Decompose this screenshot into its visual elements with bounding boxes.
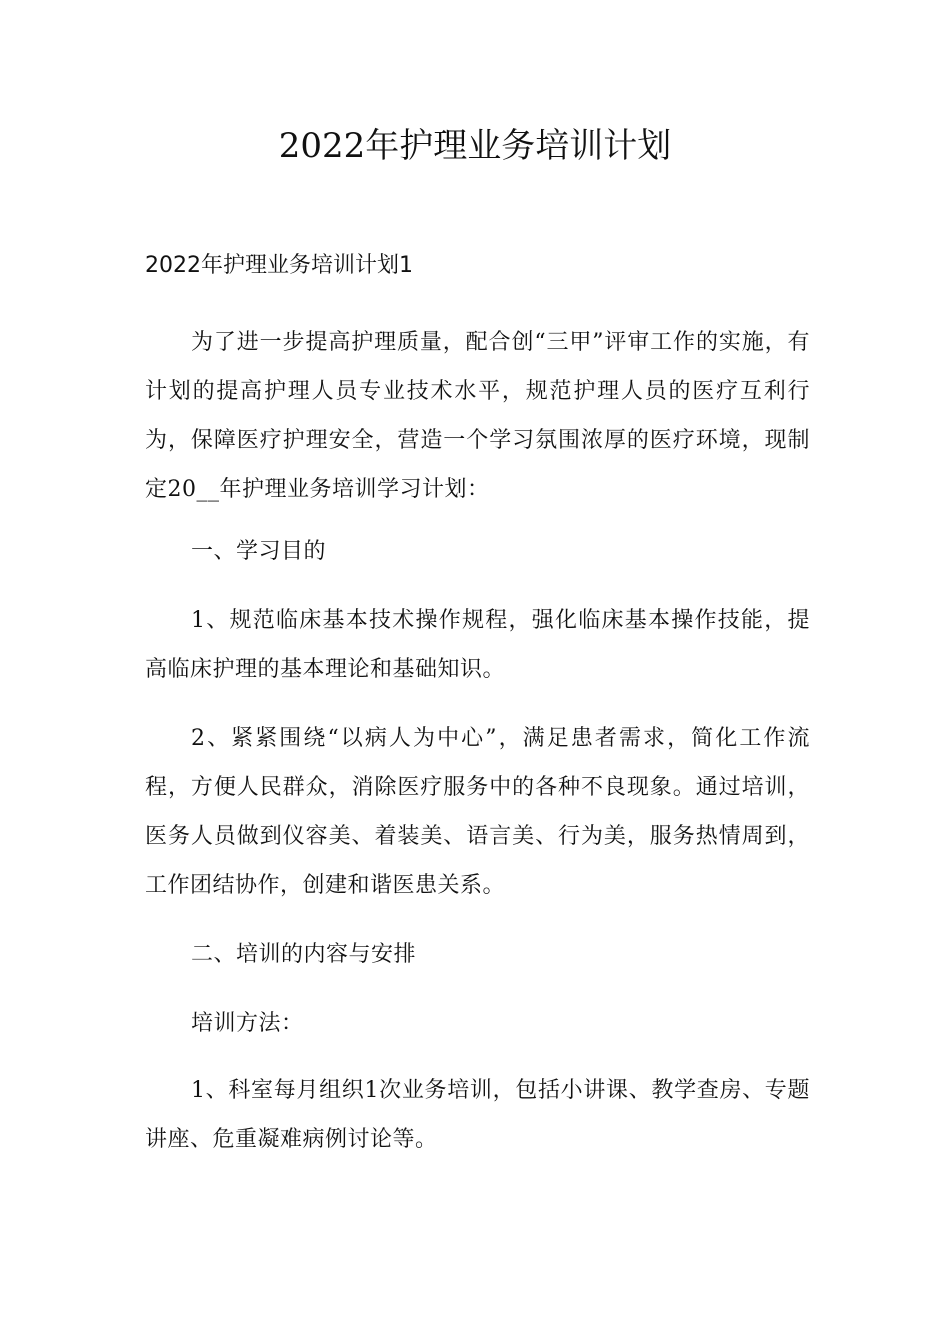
- training-method-label: 培训方法：: [191, 1011, 304, 1036]
- training-method-item-1: 1、科室每月组织1次业务培训，包括小讲课、教学查房、专题讲座、危重凝难病例讨论等。: [145, 1078, 810, 1152]
- intro-paragraph: 为了进一步提高护理质量，配合创“三甲”评审工作的实施，有计划的提高护理人员专业技术水平，规范护理人员的医疗互利行为，保障医疗护理安全，营造一个学习氛围浓厚的医疗环境，现制定20__年护理业务培训学习计划：: [145, 330, 810, 502]
- heading-learning-goals: 一、学习目的: [191, 539, 327, 564]
- goal-item-2: 2、紧紧围绕“以病人为中心”，满足患者需求，简化工作流程，方便人民群众，消除医疗服务中的各种不良现象。通过培训，医务人员做到仪容美、着装美、语言美、行为美，服务热情周到，工作团结协作，创建和谐医患关系。: [145, 726, 810, 898]
- section-heading: 2022年护理业务培训计划1: [145, 253, 413, 278]
- goal-item-1: 1、规范临床基本技术操作规程，强化临床基本操作技能，提高临床护理的基本理论和基础知识。: [145, 608, 810, 682]
- document-title: 2022年护理业务培训计划: [278, 126, 672, 166]
- heading-training-content: 二、培训的内容与安排: [191, 942, 417, 967]
